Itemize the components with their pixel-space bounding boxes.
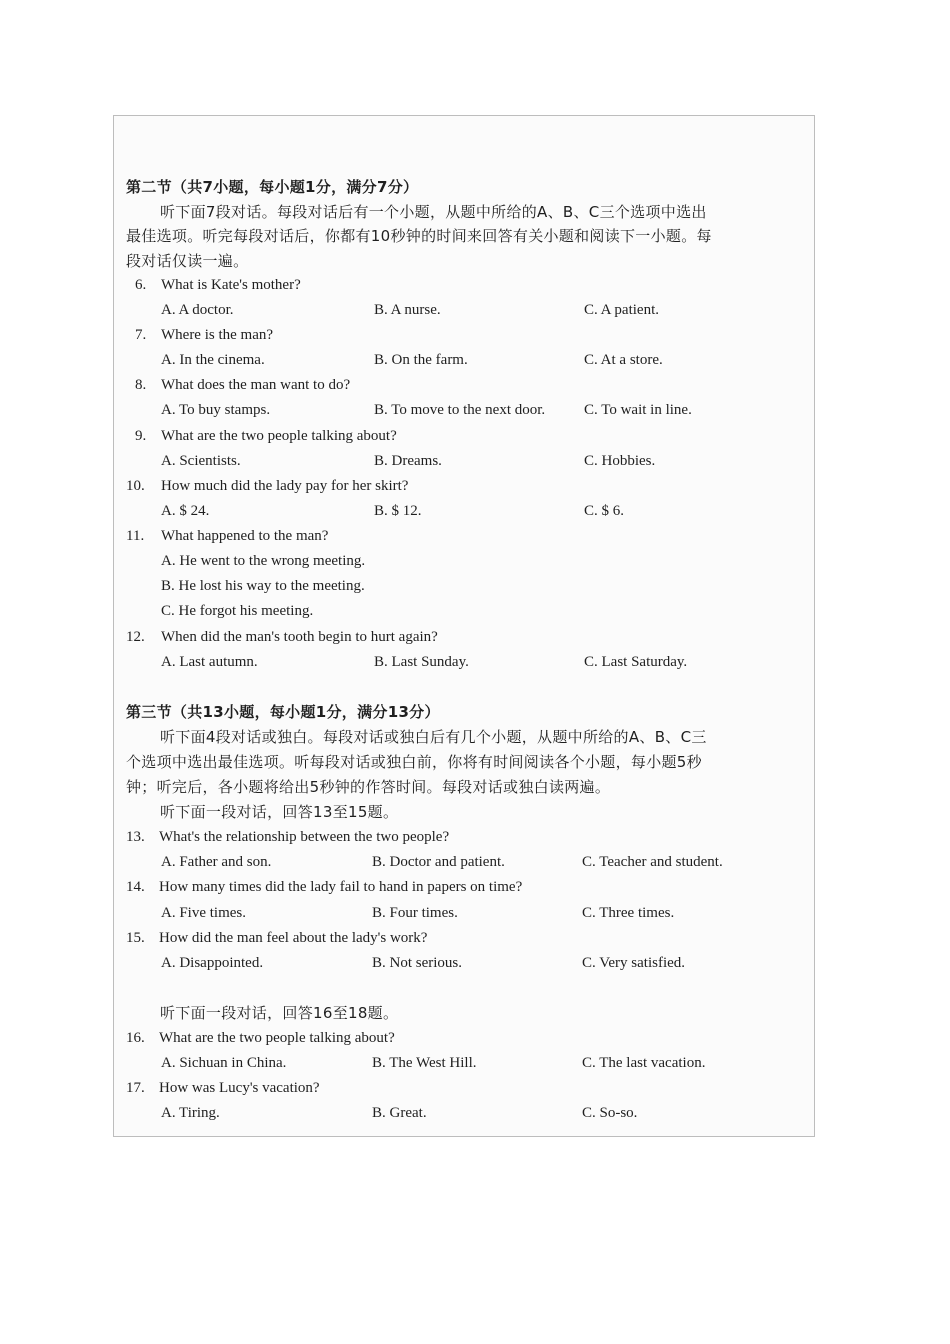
question-9-text: What are the two people talking about? [161,428,397,444]
question-12-option-a: A. Last autumn. [161,654,258,670]
section3-heading: 第三节（共13小题，每小题1分，满分13分） [126,703,440,721]
question-6-text: What is Kate's mother? [161,277,301,293]
section3-subinstruction-13-15: 听下面一段对话，回答13至15题。 [160,803,399,821]
question-17-option-b: B. Great. [372,1105,427,1121]
question-6-number: 6. [135,277,147,293]
question-9-number: 9. [135,428,147,444]
question-17-number: 17. [126,1080,145,1096]
question-9-option-a: A. Scientists. [161,453,241,469]
question-16-option-c: C. The last vacation. [582,1055,706,1071]
question-10-number: 10. [126,478,145,494]
question-13-option-a: A. Father and son. [161,854,272,870]
section2-heading: 第二节（共7小题，每小题1分，满分7分） [126,178,419,196]
question-10-option-a: A. $ 24. [161,503,210,519]
question-14-option-c: C. Three times. [582,905,675,921]
question-7-option-b: B. On the farm. [374,352,468,368]
section3-instruction-line1: 听下面4段对话或独白。每段对话或独白后有几个小题，从题中所给的A、B、C三 [160,728,707,746]
question-8-option-b: B. To move to the next door. [374,402,546,418]
question-14-number: 14. [126,879,145,895]
question-12-number: 12. [126,629,145,645]
question-12-option-c: C. Last Saturday. [584,654,688,670]
question-13-option-c: C. Teacher and student. [582,854,723,870]
question-15-option-a: A. Disappointed. [161,955,264,971]
question-8-option-a: A. To buy stamps. [161,402,271,418]
question-14-option-b: B. Four times. [372,905,458,921]
question-10-text: How much did the lady pay for her skirt? [161,478,409,494]
question-11-number: 11. [126,528,145,544]
question-14-text: How many times did the lady fail to hand in papers on time? [159,879,523,895]
question-12-text: When did the man's tooth begin to hurt again? [161,629,438,645]
question-16-text: What are the two people talking about? [159,1030,395,1046]
question-7-text: Where is the man? [161,327,274,343]
section2-instruction-line3: 段对话仅读一遍。 [126,252,249,270]
exam-page [113,115,815,1137]
question-17-option-c: C. So-so. [582,1105,638,1121]
question-15-option-b: B. Not serious. [372,955,462,971]
question-16-number: 16. [126,1030,145,1046]
question-10-option-b: B. $ 12. [374,503,422,519]
question-8-number: 8. [135,377,147,393]
section2-instruction-line1: 听下面7段对话。每段对话后有一个小题，从题中所给的A、B、C三个选项中选出 [160,203,707,221]
question-13-text: What's the relationship between the two people? [159,829,450,845]
section3-instruction-line3: 钟；听完后，各小题将给出5秒钟的作答时间。每段对话或独白读两遍。 [126,778,611,796]
question-6-option-a: A. A doctor. [161,302,234,318]
question-13-option-b: B. Doctor and patient. [372,854,505,870]
question-6-option-b: B. A nurse. [374,302,441,318]
question-15-number: 15. [126,930,145,946]
question-8-option-c: C. To wait in line. [584,402,692,418]
section3-subinstruction-16-18: 听下面一段对话，回答16至18题。 [160,1004,399,1022]
question-14-option-a: A. Five times. [161,905,246,921]
question-11-option-a: A. He went to the wrong meeting. [161,553,366,569]
question-17-option-a: A. Tiring. [161,1105,220,1121]
question-15-option-c: C. Very satisfied. [582,955,686,971]
question-11-option-b: B. He lost his way to the meeting. [161,578,365,594]
question-12-option-b: B. Last Sunday. [374,654,469,670]
question-8-text: What does the man want to do? [161,377,351,393]
question-7-option-c: C. At a store. [584,352,663,368]
question-15-text: How did the man feel about the lady's work? [159,930,428,946]
question-7-option-a: A. In the cinema. [161,352,265,368]
section2-instruction-line2: 最佳选项。听完每段对话后，你都有10秒钟的时间来回答有关小题和阅读下一小题。每 [126,227,712,245]
question-16-option-b: B. The West Hill. [372,1055,477,1071]
question-13-number: 13. [126,829,145,845]
question-9-option-b: B. Dreams. [374,453,442,469]
question-11-option-c: C. He forgot his meeting. [161,603,314,619]
question-17-text: How was Lucy's vacation? [159,1080,320,1096]
section3-instruction-line2: 个选项中选出最佳选项。听每段对话或独白前，你将有时间阅读各个小题，每小题5秒 [126,753,702,771]
question-9-option-c: C. Hobbies. [584,453,656,469]
question-11-text: What happened to the man? [161,528,329,544]
question-16-option-a: A. Sichuan in China. [161,1055,287,1071]
question-10-option-c: C. $ 6. [584,503,625,519]
question-7-number: 7. [135,327,147,343]
question-6-option-c: C. A patient. [584,302,659,318]
